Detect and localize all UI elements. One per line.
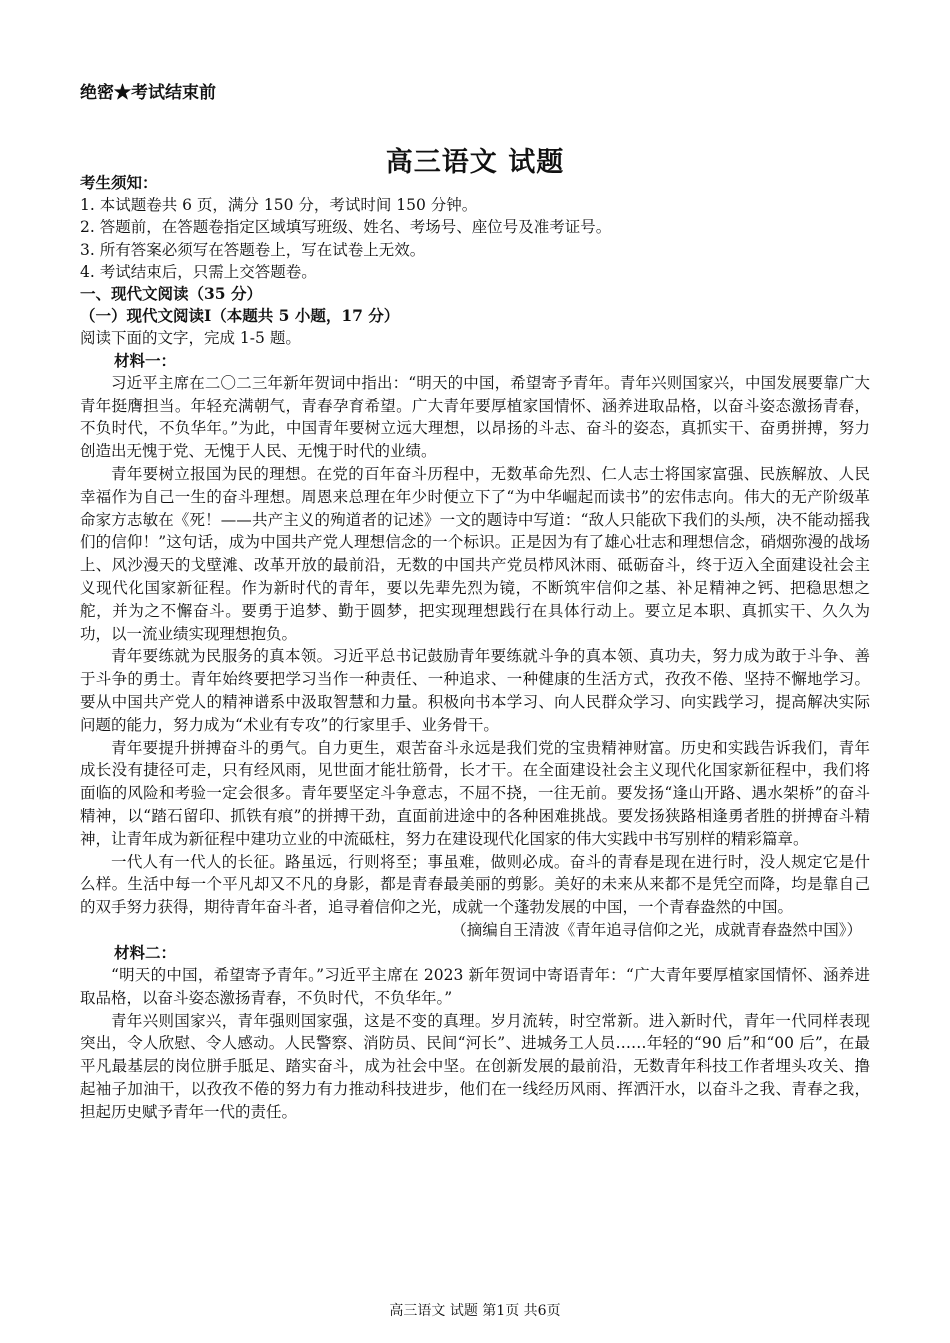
confidential-label: 绝密★考试结束前 [80, 83, 216, 103]
notice-item: 2. 答题前，在答题卷指定区域填写班级、姓名、考场号、座位号及准考证号。 [80, 218, 612, 237]
material1-paragraph: 青年要提升拼搏奋斗的勇气。自力更生，艰苦奋斗永远是我们党的宝贵精神财富。历史和实践告诉我们，青年成长没有捷径可走，只有经风雨，见世面才能壮筋骨，长才干。在全面建设社会主义现代化国家新征程中，我们将面临的风险和考验一定会很多。青年要坚定斗争意志，不屈不挠，一往无前。要发扬“逢山开路、遇水架桥”的奋斗精神，以“踏石留印、抓铁有痕”的拼搏干劲，直面前进途中的各种困难挑战。要发扬狭路相逢勇者胜的拼搏奋斗精神，让青年成为新征程中建功立业的中流砥柱，努力在建设现代化国家的伟大实践中书写别样的精彩篇章。 [80, 738, 870, 848]
material1-paragraph: 一代人有一代人的长征。路虽远，行则将至；事虽难，做则必成。奋斗的青春是现在进行时，没人规定它是什么样。生活中每一个平凡却又不凡的身影，都是青春最美丽的剪影。美好的未来从来都不是凭空而降，均是靠自己的双手努力获得，期待青年奋斗者，追寻着信仰之光，成就一个蓬勃发展的中国，一个青春盎然的中国。 [80, 852, 870, 917]
material1-label: 材料一： [114, 350, 177, 370]
notice-item: 4. 考试结束后，只需上交答题卷。 [80, 262, 317, 281]
notice-heading: 考生须知： [80, 173, 158, 192]
notice-item: 1. 本试题卷共 6 页，满分 150 分，考试时间 150 分钟。 [80, 196, 478, 215]
exam-content [80, 172, 870, 1124]
material2-label: 材料二： [114, 942, 177, 962]
section-title: 一、现代文阅读（35 分） [80, 284, 262, 304]
material1-source: （摘编自王清波《青年追寻信仰之光，成就青春盎然中国》） [451, 920, 862, 939]
notice-item: 3. 所有答案必须写在答题卷上，写在试卷上无效。 [80, 240, 426, 259]
material2-paragraph: “明天的中国，希望寄予青年。”习近平主席在 2023 新年贺词中寄语青年：“广大青年要厚植家国情怀、涵养进取品格，以奋斗姿态激扬青春，不负时代，不负华年。” [80, 965, 870, 1007]
page-footer: 高三语文 试题 第1页 共6页 [389, 1303, 561, 1319]
material1-paragraph: 青年要练就为民服务的真本领。习近平总书记鼓励青年要练就斗争的真本领、真功夫，努力成为敢于斗争、善于斗争的勇士。青年始终要把学习当作一种责任、一种追求、一种健康的生活方式，孜孜不倦、坚持不懈地学习。要从中国共产党人的精神谱系中汲取智慧和力量。积极向书本学习、向人民群众学习、向实践学习，提高解决实际问题的能力，努力成为“术业有专攻”的行家里手、业务骨干。 [80, 647, 870, 734]
material2-paragraph: 青年兴则国家兴，青年强则国家强，这是不变的真理。岁月流转，时空常新。进入新时代，青年一代同样表现突出，令人欣慰、令人感动。人民警察、消防员、民间“河长”、进城务工人员……年轻的“90 后”和“00 后”，在最平凡最基层的岗位胼手胝足、踏实奋斗，成为社会中坚。在创新发展的最前沿，无数青年科技工作者埋头攻关、撸起袖子加油干，以孜孜不倦的努力有力推动科技进步，他们在一线经历风雨、挥洒汗水，以奋斗之我、青春之我，担起历史赋予青年一代的责任。 [80, 1011, 870, 1121]
section-subtitle: （一）现代文阅读Ⅰ（本题共 5 小题，17 分） [80, 306, 400, 326]
material1-paragraph: 青年要树立报国为民的理想。在党的百年奋斗历程中，无数革命先烈、仁人志士将国家富强、民族解放、人民幸福作为自己一生的奋斗理想。周恩来总理在年少时便立下了“为中华崛起而读书”的宏伟志向。伟大的无产阶级革命家方志敏在《死！——共产主义的殉道者的记述》一文的题诗中写道：“敌人只能砍下我们的头颅，决不能动摇我们的信仰！”这句话，成为中国共产党人理想信念的一个标识。正是因为有了雄心壮志和理想信念，硝烟弥漫的战场上、风沙漫天的戈壁滩、改革开放的最前沿，无数的中国共产党员栉风沐雨、砥砺奋斗，终于迈入全面建设社会主义现代化国家新征程。作为新时代的青年，要以先辈先烈为镜，不断筑牢信仰之基、补足精神之钙、把稳思想之舵，并为之不懈奋斗。要勇于追梦、勤于圆梦，把实现理想践行在具体行动上。要立足本职、真抓实干、久久为功，以一流业绩实现理想抱负。 [80, 465, 870, 643]
page-title: 高三语文 试题 [385, 147, 565, 178]
material1-paragraph: 习近平主席在二〇二三年新年贺词中指出：“明天的中国，希望寄予青年。青年兴则国家兴，中国发展要靠广大青年挺膺担当。年轻充满朝气，青春孕育希望。广大青年要厚植家国情怀、涵养进取品格，以奋斗姿态激扬青春，不负时代，不负华年。”为此，中国青年要树立远大理想，以昂扬的斗志、奋斗的姿态，真抓实干、奋勇拼搏，努力创造出无愧于党、无愧于人民、无愧于时代的业绩。 [80, 373, 870, 461]
section-instruction: 阅读下面的文字，完成 1-5 题。 [80, 329, 301, 348]
